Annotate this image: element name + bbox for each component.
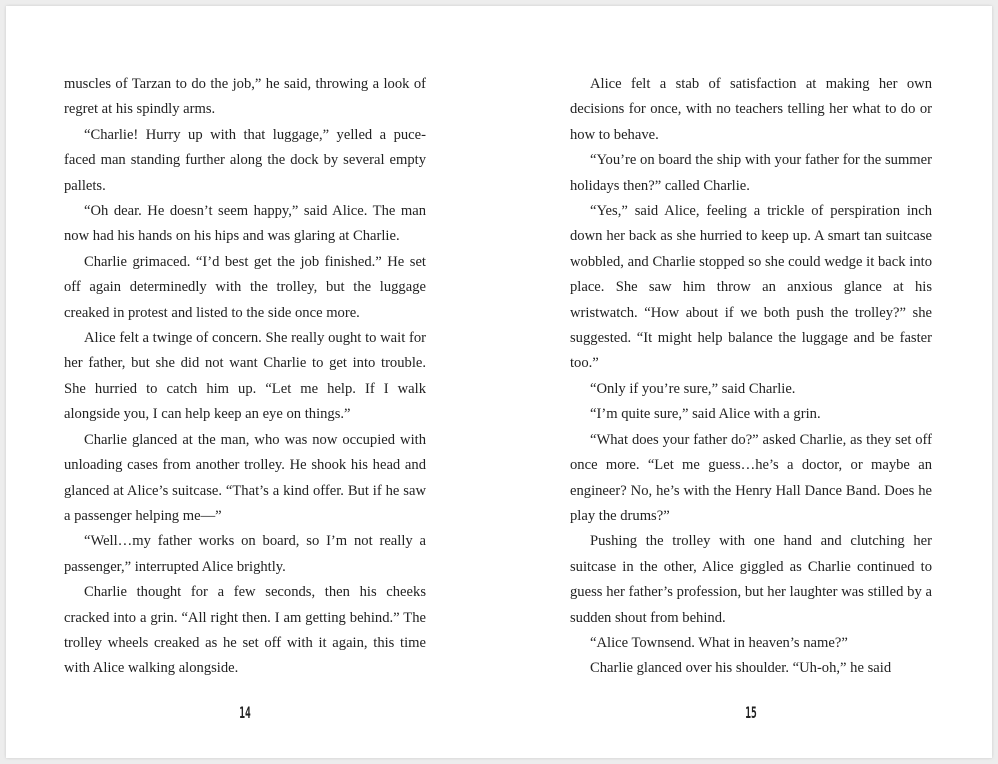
- paragraph: muscles of Tarzan to do the job,” he said, throwing a look of regret at his spindly arms.: [64, 76, 426, 118]
- book-spread: [6, 6, 992, 758]
- paragraph: “Only if you’re sure,” said Charlie.: [590, 380, 796, 397]
- page-number-right: 15: [745, 703, 757, 722]
- paragraph: “Yes,” said Alice, feeling a trickle of perspiration inch down her back as she hurried to keep up. A smart tan suitcase wobbled, and Charlie stopped so she could wedge it back into place. She saw him throw an anxious glance at his wristwatch. “How about if we both push the trolley?” she suggested. “It might help balance the luggage and be faster too.”: [570, 203, 932, 372]
- paragraph: “Charlie! Hurry up with that luggage,” yelled a puce-faced man standing further along the dock by several empty pallets.: [64, 126, 426, 194]
- paragraph: Charlie glanced over his shoulder. “Uh-oh,” he said: [590, 660, 892, 677]
- paragraph: “Well…my father works on board, so I’m not really a passenger,” interrupted Alice brightly.: [64, 533, 426, 575]
- paragraph: Charlie grimaced. “I’d best get the job finished.” He set off again determinedly with the trolley, but the luggage creaked in protest and listed to the side once more.: [64, 253, 426, 321]
- paragraph: “Oh dear. He doesn’t seem happy,” said Alice. The man now had his hands on his hips and was glaring at Charlie.: [64, 203, 426, 245]
- paragraph: Charlie glanced at the man, who was now occupied with unloading cases from another trolley. He shook his head and glanced at Alice’s suitcase. “That’s a kind offer. But if he saw a passenger helping me—”: [64, 431, 426, 524]
- page-number-left: 14: [239, 703, 251, 722]
- paragraph: “I’m quite sure,” said Alice with a grin.: [590, 406, 821, 423]
- right-page: [570, 72, 932, 682]
- paragraph: Alice felt a twinge of concern. She really ought to wait for her father, but she did not want Charlie to get into trouble. She hurried to catch him up. “Let me help. If I walk alongside you, I can help keep an eye on things.”: [64, 330, 426, 423]
- paragraph: Pushing the trolley with one hand and clutching her suitcase in the other, Alice giggled as Charlie continued to guess her father’s profession, but her laughter was stilled by a sudden shout from behind.: [570, 533, 932, 626]
- paragraph: “Alice Townsend. What in heaven’s name?”: [590, 634, 848, 651]
- paragraph: “You’re on board the ship with your father for the summer holidays then?” called Charlie.: [570, 152, 932, 194]
- paragraph: Charlie thought for a few seconds, then his cheeks cracked into a grin. “All right then. I am getting behind.” The trolley wheels creaked as he set off with it again, this time with Alice walking alongside.: [64, 584, 426, 677]
- paragraph: “What does your father do?” asked Charlie, as they set off once more. “Let me guess…he’s a doctor, or maybe an engineer? No, he’s with the Henry Hall Dance Band. Does he play the drums?”: [570, 431, 932, 524]
- paragraph: Alice felt a stab of satisfaction at making her own decisions for once, with no teachers telling her what to do or how to behave.: [570, 76, 932, 143]
- left-page: [64, 72, 426, 682]
